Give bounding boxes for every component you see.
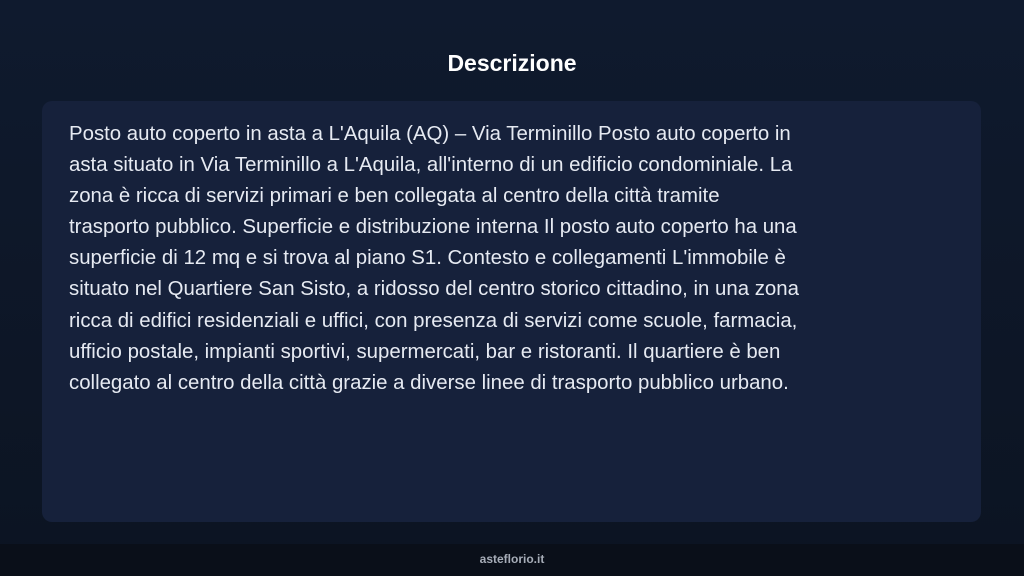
description-line: ufficio postale, impianti sportivi, supermercati, bar e ristoranti. Il quartiere è ben [69, 340, 781, 363]
description-line: situato nel Quartiere San Sisto, a ridosso del centro storico cittadino, in una zona [69, 278, 799, 301]
description-line: collegato al centro della città grazie a diverse linee di trasporto pubblico urbano. [69, 371, 789, 394]
description-card [42, 101, 981, 522]
description-line: ricca di edifici residenziali e uffici, con presenza di servizi come scuole, farmacia, [69, 309, 798, 332]
description-line: Posto auto coperto in asta a L'Aquila (AQ) – Via Terminillo Posto auto coperto in [69, 123, 791, 145]
description-line: superficie di 12 mq e si trova al piano S1. Contesto e collegamenti L'immobile è [69, 247, 786, 270]
description-line: trasporto pubblico. Superficie e distribuzione interna Il posto auto coperto ha una [69, 216, 797, 239]
description-line: zona è ricca di servizi primari e ben collegata al centro della città tramite [69, 185, 720, 208]
section-title: Descrizione [447, 50, 577, 76]
footer-site-name: asteflorio.it [479, 552, 545, 566]
footer [0, 544, 1024, 576]
description-line: asta situato in Via Terminillo a L'Aquila, all'interno di un edificio condominiale. La [69, 154, 793, 177]
